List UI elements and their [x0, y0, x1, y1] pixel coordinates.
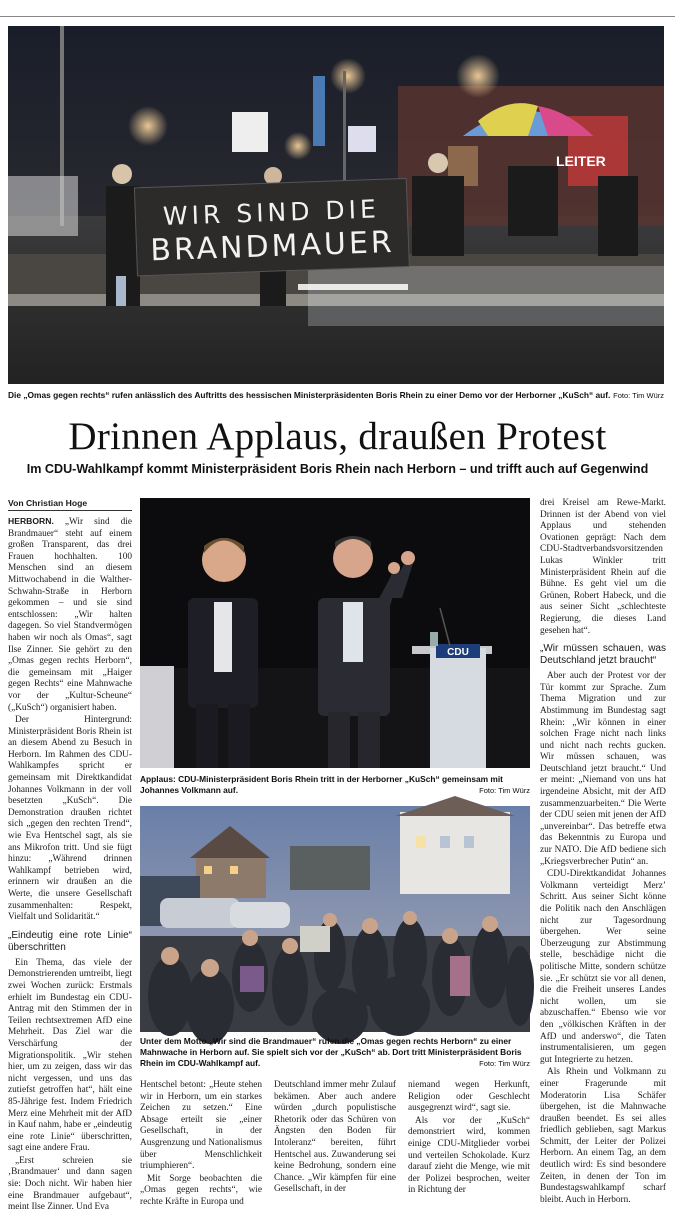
paragraph: Mit Sorge beobachten die „Omas gegen rechts“, wie rechte Kräfte in Europa und: [140, 1173, 262, 1207]
article-column-1: [8, 516, 132, 1213]
photo-credit: Foto: Tim Würz: [479, 1059, 530, 1068]
article-column-5: [540, 498, 666, 1204]
crowd-photo: [140, 806, 530, 1032]
subheading: „Eindeutig eine rote Linie“ überschritten: [8, 929, 132, 953]
caption-text: Unter dem Motto „Wir sind die Brandmauer“ rufen die „Omas gegen rechts Herborn“ zu einer Mahnwache in Herborn auf. Sie spielt sich vor der „KuSch“ ab. Dort tritt Ministerpräsident Boris Rhein im CDU-Wahlkampf auf.: [140, 1036, 522, 1068]
paragraph: CDU-Direktkandidat Johannes Volkmann verteidigt Merz’ Schritt. Aus seiner Sicht könne die Politik nach den Anschlägen nicht zur Tagesordnung übergehen. Wer seine Überzeugung zur Abstimmung stelle, beschädige nicht die politische Mitte, sondern schütze sie. „Er schützt sie vor all denen, die die Freiheit unseres Landes nicht wollen, um sie abzuschaffen.“ Ebenso wie vor den „völkischen Kräften in der AfD und anderswo“, die Taten instrumentalisieren, um gegen gut Integrierte zu hetzen.: [540, 869, 666, 1065]
subheading: „Wir müssen schauen, was Deutschland jetzt braucht“: [540, 643, 666, 667]
dateline: HERBORN.: [8, 516, 54, 526]
paragraph: Als Rhein und Volkmann zu einer Fragerunde mit Moderatorin Lisa Schäfer übergehen, ist die Mahnwache draußen beendet. Es sei alles friedlich geblieben, sagt Markus Schmitt, der Leiter der Polizei Herborn. An einem Tag, an dem deutlich wird: Es sind besondere Zeiten, in denen der Ton im Bundestagswahlkampf scharf bleibt. Auch in Herborn.: [540, 1067, 666, 1205]
banner-line2: BRANDMAUER: [149, 224, 396, 269]
top-page-rule: [0, 16, 675, 17]
article-column-4: [408, 1080, 530, 1204]
caption-text: Die „Omas gegen rechts“ rufen anlässlich des Auftritts des hessischen Ministerpräsidenten Boris Rhein zu einer Demo vor der Herborner „KuSch“ auf.: [8, 390, 611, 400]
article-column-3: [274, 1080, 396, 1204]
paragraph-text: „Wir sind die Brandmauer“ steht auf einem großen Transparent, das drei Frauen hochhalten. 100 Menschen sind an diesem Mittwochabend in die Walther-Schwahn-Straße in Herborn gekommen – und sie sind entschlossen: „Wir halten dagegen. So viel Standvermögen haben wir noch als Omas“, sagt Ilse Zinner. Sie gehört zu den „Omas gegen rechts Herborn“, die gemeinsam mit „Haiger gegen Rechts“ eine Mahnwache vor der „Kultur-Scheune“ („KuSch“) organisiert haben.: [8, 517, 132, 713]
paragraph: drei Kreisel am Rewe-Markt. Drinnen ist der Abend von viel Applaus und stehenden Ovationen geprägt: Nach dem CDU-Stadtverbandsvorsitzenden Lukas Winkler tritt Ministerpräsident Rhein auf die Bühne. Es geht viel um die Grünen, Robert Habeck, und die aus seiner Sicht „schlechteste Regierung, die dieses Land gesehen hat“.: [540, 498, 666, 636]
crowd-photo-caption: [140, 1036, 530, 1069]
podium-cdu-label: CDU: [447, 647, 469, 658]
article-headline: Drinnen Applaus, draußen Protest: [68, 415, 607, 458]
paragraph: Deutschland immer mehr Zulauf bekämen. Aber auch andere würden „durch populistische Rhetorik oder das Schüren von Ängsten den Boden für Intoleranz“ bereiten, führt Hentschel aus. Zuwanderung sei keine Bedrohung, sondern eine Chance. „Wir kämpfen für eine Gesellschaft, in der: [274, 1080, 396, 1195]
stage-photo: [140, 498, 530, 768]
caption-text: Applaus: CDU-Ministerpräsident Boris Rhein tritt in der Herborner „KuSch“ gemeinsam mit Johannes Volkmann auf.: [140, 774, 503, 795]
paragraph: „Erst schreien sie ‚Brandmauer‘ und dann sagen sie: Doch nicht. Wir haben hier eine Brandmauer aufgebaut“, meint Ilse Zinner. Und Eva: [8, 1155, 132, 1213]
photo-credit: Foto: Tim Würz: [479, 786, 530, 795]
article-subhead: Im CDU-Wahlkampf kommt Ministerpräsident Boris Rhein nach Herborn – und trifft auch auf Gegenwind: [26, 462, 649, 476]
byline-rule: [8, 510, 132, 511]
byline: Von Christian Hoge: [8, 498, 88, 508]
paragraph: niemand wegen Herkunft, Religion oder Geschlecht ausgegrenzt wird“, sagt sie.: [408, 1080, 530, 1114]
stage-photo-caption: [140, 774, 530, 796]
banner-line1: WIR SIND DIE: [162, 194, 381, 231]
top-photo-caption: [8, 390, 664, 401]
paragraph: Aber auch der Protest vor der Tür kommt zur Sprache. Zum Thema Migration und zur Abstimmung im Bundestag sagt Rhein: „Wir können in einer solchen Frage nicht nach links und nicht nach rechts gucken. Wir müssen schauen, was Deutschland jetzt braucht.“ Und er meint: „Niemand von uns hat irgendeine Absicht, mit der AfD zusammenzuarbeiten.“ Die Werte der CDU seien mit jenen der AfD „unvereinbar“. Das betreffe etwa das Bekenntnis zu Europa und zur NATO. Die AfD bediene sich „Kriegsverbrecher Putin“ an.: [540, 671, 666, 867]
demo-photo: [8, 26, 664, 384]
paragraph: Ein Thema, das viele der Demonstrierenden umtreibt, liegt zwei Wochen zurück: Erstmals erhielt im Bundestag ein CDU-Antrag mit den Stimmen der in Teilen rechtsextremen AfD eine Mehrheit. Das Ziel war die Verschärfung der Migrationspolitik. „Wir stehen hier, um zu zeigen, dass wir das nicht vergessen, und uns das zutiefst getroffen hat“, hält eine 85-Jährige fest. Indem Friedrich Merz eine Mehrheit mit der AfD in Kauf nahm, habe er „eindeutig eine rote Linie“ überschritten, sagt eine andere Frau.: [8, 957, 132, 1154]
umbrella-sign-text: LEITER: [556, 153, 606, 169]
article-column-2: [140, 1080, 262, 1207]
paragraph: Hentschel betont: „Heute stehen wir in Herborn, um ein starkes Zeichen zu setzen.“ Eine Absage erteilt sie „einer Gesellschaft, in der Ausgrenzung und Nationalismus über Menschlichkeit triumphieren“.: [140, 1080, 262, 1172]
paragraph: Der Hintergrund: Ministerpräsident Boris Rhein ist an diesem Abend zu Besuch in Herborn. Im Rahmen des CDU-Wahlkampfes spricht er gemeinsam mit Direktkandidat Johannes Volkmann in der voll besetzten „KuSch“. Die Demonstration draußen richtet sich „gegen den rechten Trend“, wie Eva Hentschel sagt, als sie ans Mikrofon tritt. Und sie fügt hinzu: „Während drinnen Wahlkampf betrieben wird, erinnern wir draußen an die Werte, die unsere Gesellschaft zusammenhalten: Respekt, Vielfalt und Solidarität.“: [8, 715, 132, 923]
photo-credit: Foto: Tim Würz: [613, 391, 664, 400]
paragraph: [8, 516, 132, 714]
paragraph: Als vor der „KuSch“ demonstriert wird, kommen einige CDU-Mitglieder vorbei und verteilen Schokolade. Kurz darauf zieht die Menge, wie mit der Polizei besprochen, weiter in Richtung der: [408, 1115, 530, 1196]
